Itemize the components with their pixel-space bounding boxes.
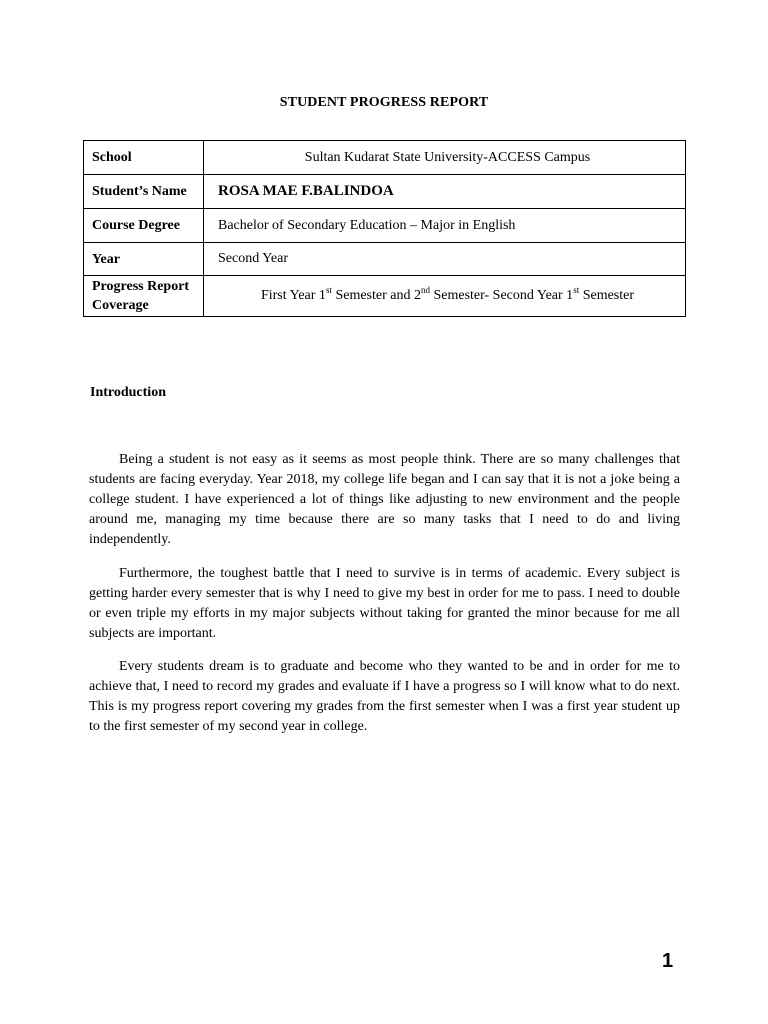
coverage-sup: st [325,285,332,295]
paragraph [89,450,680,550]
coverage-value [204,276,686,317]
school-value: Sultan Kudarat State University-ACCESS Campus [204,141,686,175]
table-row [84,175,686,209]
course-degree-value: Bachelor of Secondary Education – Major in English [204,209,686,243]
coverage-text: First Year 1 [260,288,326,303]
table-row [84,141,686,175]
coverage-text: Semester [579,288,635,303]
coverage-text: Semester and 2 [331,288,421,303]
paragraph-text: Every students dream is to graduate and become who they wanted to be and in order for me to achieve that, I need to record my grades and evaluate if I have a progress so I will know what to do next. This is my progress report covering my grades from the first semester when I was a first year student up to the first semester of my second year in college. [89,659,680,734]
page-number: 1 [662,950,674,972]
coverage-label: Progress Report Coverage [84,276,204,317]
coverage-text: Semester- Second Year 1 [429,288,574,303]
paragraph-text: Being a student is not easy as it seems as most people think. There are so many challenges that students are facing everyday. Year 2018, my college life began and I can say that it is not a joke being a college student. I have experienced a lot of things like adjusting to new environment and the people around me, managing my time because there are so many tasks that I need to do and living independently. [89,452,680,547]
document-title: STUDENT PROGRESS REPORT [279,95,489,110]
table-row [84,209,686,243]
coverage-sup: nd [420,285,430,295]
paragraph [89,657,680,737]
year-label: Year [84,243,204,276]
student-name-label: Student’s Name [84,175,204,209]
table-row [84,243,686,276]
section-heading: Introduction [90,385,166,400]
student-info-table [83,140,686,317]
paragraph-text: Furthermore, the toughest battle that I need to survive is in terms of academic. Every subject is getting harder every semester that is why I need to give my best in order for me to pass. I need to double or even triple my efforts in my major subjects without taking for granted the minor because for me all subjects are important. [89,566,680,641]
paragraph [89,564,680,644]
school-label: School [84,141,204,175]
coverage-sup: st [573,285,580,295]
student-name-value: ROSA MAE F.BALINDOA [204,175,686,209]
year-value: Second Year [204,243,686,276]
course-degree-label: Course Degree [84,209,204,243]
table-row [84,276,686,317]
